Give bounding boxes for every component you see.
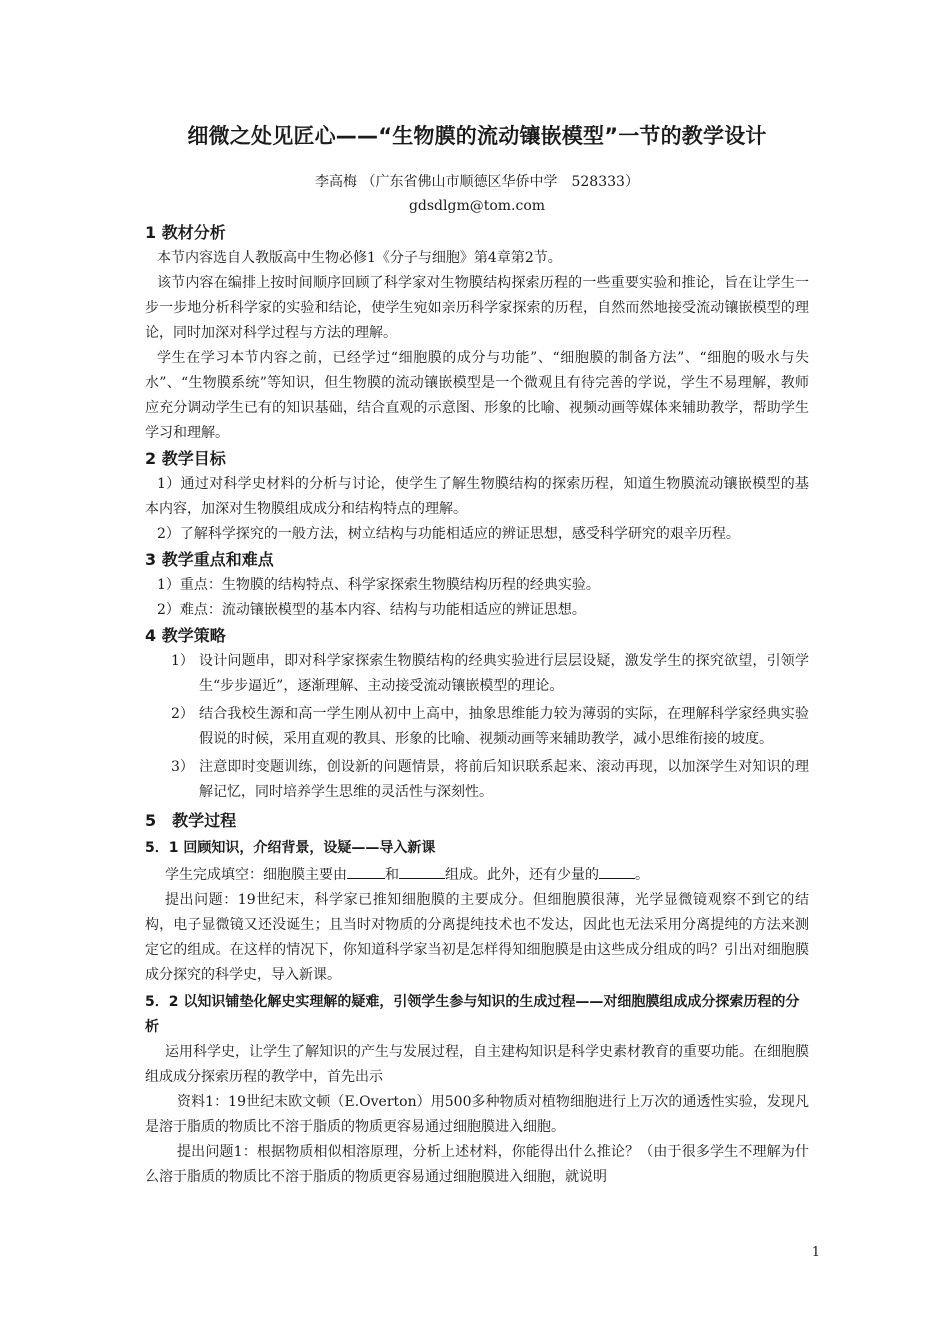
list-item [145,755,809,805]
list-item [145,649,809,699]
list-item-number: 1） [171,653,194,669]
paragraph: 1）重点：生物膜的结构特点、科学家探索生物膜结构历程的经典实验。 [157,577,600,593]
author-email: gdsdlgm@tom.com [408,198,546,214]
page-number: 1 [811,1245,820,1260]
paragraph: 运用科学史，让学生了解知识的产生与发展过程，自主建构知识是科学史素材教育的重要功能。在细胞膜组成成分探索历程的教学中，首先出示 [145,1044,809,1085]
section-heading-5: 5 教学过程 [145,811,237,830]
fill-text: 。 [635,867,649,883]
section-heading-4: 4 教学策略 [145,626,226,645]
fill-text: 和 [385,867,399,883]
paragraph: 资料1：19世纪末欧文顿（E.Overton）用500多种物质对植物细胞进行上万次的通透性实验，发现凡是溶于脂质的物质比不溶于脂质的物质更容易通过细胞膜进入细胞。 [145,1094,809,1135]
strategy-list [145,649,809,805]
fill-text: 组成。此外，还有少量的 [445,867,599,883]
document-title: 细微之处见匠心——“生物膜的流动镶嵌模型”一节的教学设计 [187,124,767,148]
paragraph: 2）难点：流动镶嵌模型的基本内容、结构与功能相适应的辨证思想。 [157,602,586,618]
paragraph: 该节内容在编排上按时间顺序回顾了科学家对生物膜结构探索历程的一些重要实验和推论，旨在让学生一步一步地分析科学家的实验和结论，使学生宛如亲历科学家探索的历程，自然而然地接受流动镶嵌模型的理论，同时加深对科学过程与方法的理解。 [145,275,809,341]
fill-text: 学生完成填空：细胞膜主要由 [165,867,347,883]
fill-blank [399,861,445,879]
list-item-number: 2） [171,706,194,722]
list-item-text: 结合我校生源和高一学生刚从初中上高中，抽象思维能力较为薄弱的实际，在理解科学家经典实验假说的时候，采用直观的教具、形象的比喻、视频动画等来辅助教学，减小思维衔接的坡度。 [199,706,809,747]
list-item-text: 注意即时变题训练，创设新的问题情景，将前后知识联系起来、滚动再现，以加深学生对知识的理解记忆，同时培养学生思维的灵活性与深刻性。 [199,759,809,800]
document-body [145,118,809,1190]
author-line: 李高梅 （广东省佛山市顺德区华侨中学 528333） [315,174,639,190]
paragraph: 学生在学习本节内容之前，已经学过“细胞膜的成分与功能”、“细胞膜的制备方法”、“细胞的吸水与失水”、“生物膜系统”等知识，但生物膜的流动镶嵌模型是一个微观且有待完善的学说，学生不易理解，教师应充分调动学生已有的知识基础，结合直观的示意图、形象的比喻、视频动画等媒体来辅助教学，帮助学生学习和理解。 [145,350,809,441]
fill-in-paragraph [145,861,809,888]
list-item-text: 设计问题串，即对科学家探索生物膜结构的经典实验进行层层设疑，激发学生的探究欲望，引领学生“步步逼近”，逐渐理解、主动接受流动镶嵌模型的理论。 [199,653,809,694]
paragraph: 本节内容选自人教版高中生物必修1《分子与细胞》第4章第2节。 [157,250,562,266]
section-heading-2: 2 教学目标 [145,449,226,468]
fill-blank [347,861,385,879]
list-item-number: 3） [171,759,194,775]
paragraph: 提出问题：19世纪末，科学家已推知细胞膜的主要成分。但细胞膜很薄，光学显微镜观察不到它的结构，电子显微镜又还没诞生；且当时对物质的分离提纯技术也不发达，因此也无法采用分离提纯的方法来测定它的组成。在这样的情况下，你知道科学家当初是怎样得知细胞膜是由这些成分组成的吗？引出对细胞膜成分探究的科学史，导入新课。 [145,892,809,983]
section-heading-3: 3 教学重点和难点 [145,550,274,569]
paragraph: 提出问题1：根据物质相似相溶原理，分析上述材料，你能得出什么推论？（由于很多学生不理解为什么溶于脂质的物质比不溶于脂质的物质更容易通过细胞膜进入细胞，就说明 [145,1144,809,1185]
paragraph: 1）通过对科学史材料的分析与讨论，使学生了解生物膜结构的探索历程，知道生物膜流动镶嵌模型的基本内容，加深对生物膜组成成分和结构特点的理解。 [145,476,809,517]
subsection-heading: 5．2 以知识铺垫化解史实理解的疑难，引领学生参与知识的生成过程——对细胞膜组成成分探索历程的分析 [145,994,800,1035]
section-heading-1: 1 教材分析 [145,223,226,242]
subsection-heading: 5．1 回顾知识，介绍背景，设疑——导入新课 [145,840,436,856]
fill-blank [599,861,635,879]
list-item [145,702,809,752]
paragraph: 2）了解科学探究的一般方法，树立结构与功能相适应的辨证思想，感受科学研究的艰辛历程。 [157,526,740,542]
